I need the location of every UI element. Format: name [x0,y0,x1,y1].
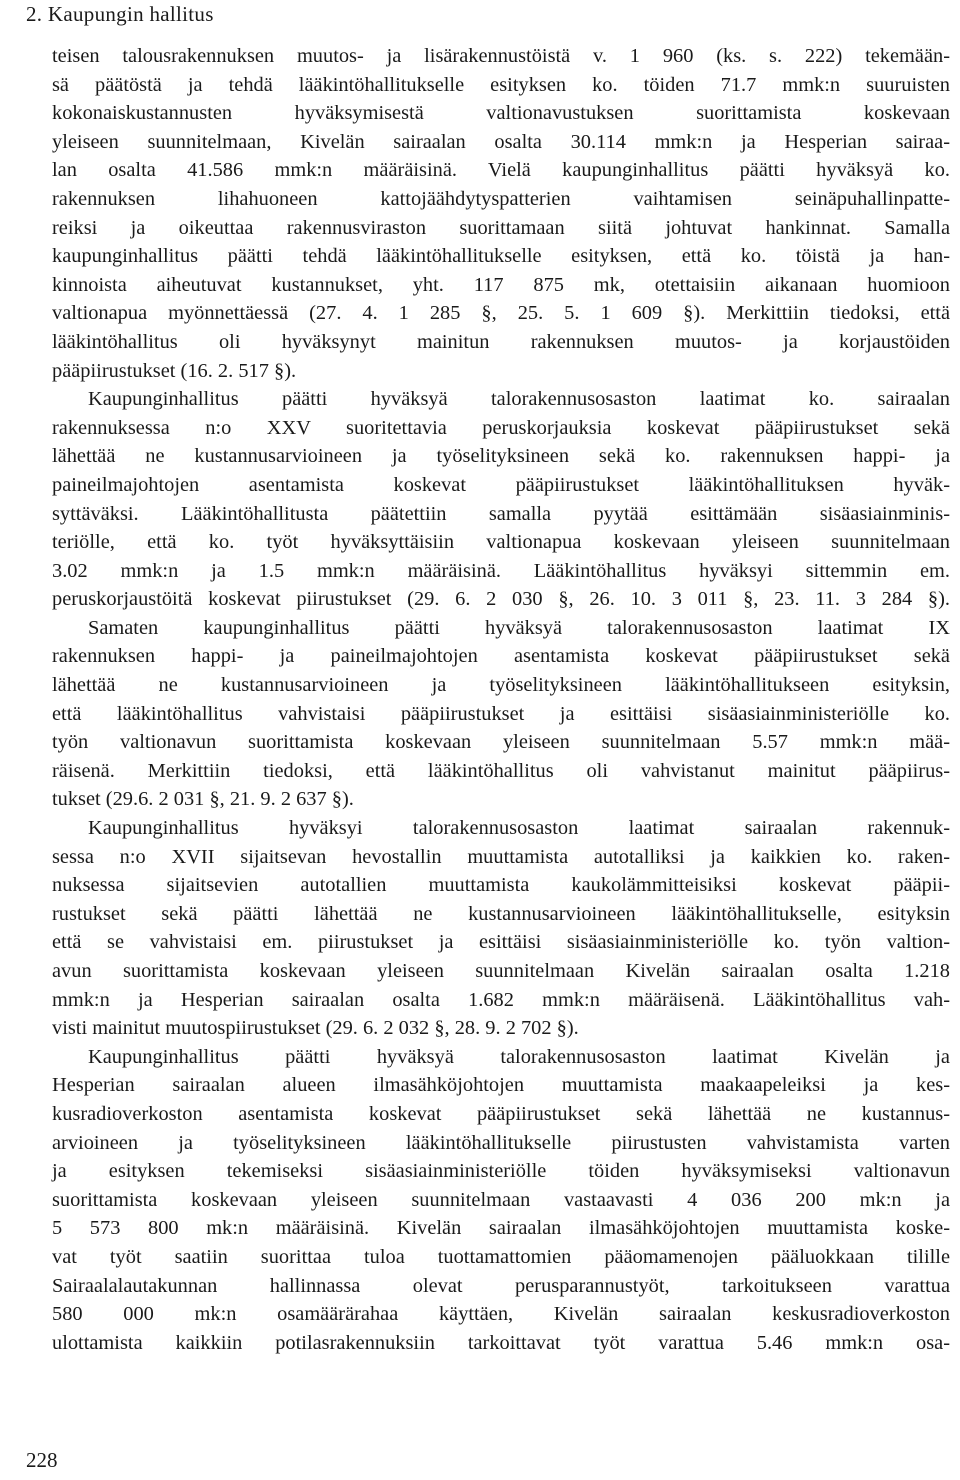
text-line: yleiseen suunnitelmaan, Kivelän sairaalan osalta 30.114 mmk:n ja Hesperian sairaa- [52,130,950,153]
text-line: lähettää ne kustannusarvioineen ja työselityksineen lääkintöhallitukseen esityksin, [52,674,950,697]
body-text [52,42,950,1357]
running-header: 2. Kaupungin hallitus [26,2,214,26]
page-number: 228 [26,1448,58,1472]
text-line: arvioineen ja työselityksineen lääkintöhallitukselle piirustusten vahvistamista varten [52,1131,950,1154]
text-line: 580 000 mk:n osamäärärahaa käyttäen, Kivelän sairaalan keskusradioverkoston [52,1303,950,1326]
text-line: ja esityksen tekemiseksi sisäasiainministeriölle töiden hyväksymiseksi valtionavun [52,1160,950,1183]
text-line: vat työt saatiin suorittaa tuloa tuottamattomien pääomamenojen pääluokkaan tilille [52,1245,950,1268]
text-line: kokonaiskustannusten hyväksymisestä valtionavustuksen suorittamista koskevaan [52,102,950,125]
text-line: lan osalta 41.586 mmk:n määräisinä. Vielä kaupunginhallitus päätti hyväksyä ko. [52,159,950,182]
text-line: teisen talousrakennuksen muutos- ja lisärakennustöistä v. 1 960 (ks. s. 222) tekemään- [52,45,950,67]
text-line: kusradioverkoston asentamista koskevat pääpiirustukset sekä lähettää ne kustannus- [52,1102,950,1125]
text-line: että se vahvistaisi em. piirustukset ja esittäisi sisäasiainministeriölle ko. työn valtion- [52,931,950,954]
text-line: syttäväksi. Lääkintöhallitusta päätettiin samalla pyytää esittämään sisäasiainminis- [52,502,950,525]
text-line: rakennuksen lihahuoneen kattojäähdytyspatterien vaihtamisen seinäpuhallinpatte- [52,187,950,210]
text-line: peruskorjaustöitä koskevat piirustukset (29. 6. 2 030 §, 26. 10. 3 011 §, 23. 11. 3 284 §). [52,588,950,611]
text-line: 3.02 mmk:n ja 1.5 mmk:n määräisinä. Lääkintöhallitus hyväksyi sittemmin em. [52,559,950,582]
text-line: nuksessa sijaitsevien autotallien muuttamista kaukolämmitteisiksi koskevat pääpii- [52,874,950,897]
text-line: sä päätöstä ja tehdä lääkintöhallitukselle esityksen ko. töiden 71.7 mmk:n suuruisten [52,73,950,96]
text-line: teriölle, että ko. työt hyväksyttäisiin valtionapua koskevaan yleiseen suunnitelmaan [52,531,950,554]
text-line: Sairaalalautakunnan hallinnassa olevat perusparannustyöt, tarkoitukseen varattua [52,1274,950,1297]
text-line: paineilmajohtojen asentamista koskevat pääpiirustukset lääkintöhallituksen hyväk- [52,473,950,496]
text-line: että lääkintöhallitus vahvistaisi pääpiirustukset ja esittäisi sisäasiainministeriölle ko. [52,702,950,725]
text-line: ulottamista kaikkiin potilasrakennuksiin tarkoittavat työt varattua 5.46 mmk:n osa- [52,1331,950,1354]
text-line: sessa n:o XVII sijaitsevan hevostallin muuttamista autotalliksi ja kaikkien ko. raken- [52,845,950,868]
text-line: visti mainitut muutospiirustukset (29. 6. 2 032 §, 28. 9. 2 702 §). [52,1017,579,1040]
text-line: valtionapua myönnettäessä (27. 4. 1 285 §, 25. 5. 1 609 §). Merkittiin tiedoksi, että [52,302,950,325]
text-line: rakennuksen happi- ja paineilmajohtojen asentamista koskevat pääpiirustukset sekä [52,645,950,668]
text-line: työn valtionavun suorittamista koskevaan yleiseen suunnitelmaan 5.57 mmk:n mää- [52,731,950,754]
text-line: kaupunginhallitus päätti tehdä lääkintöhallitukselle esityksen, että ko. töistä ja han- [52,245,950,268]
text-line: lähettää ne kustannusarvioineen ja työselityksineen sekä ko. rakennuksen happi- ja [52,445,950,468]
text-line: avun suorittamista koskevaan yleiseen suunnitelmaan Kivelän sairaalan osalta 1.218 [52,960,950,982]
text-line: Samaten kaupunginhallitus päätti hyväksyä talorakennusosaston laatimat IX [88,616,950,639]
text-line: räisenä. Merkittiin tiedoksi, että lääkintöhallitus oli vahvistanut mainitut pääpiirus- [52,759,950,782]
text-line: kinnoista aiheutuvat kustannukset, yht. 117 875 mk, otettaisiin aikanaan huomioon [52,273,950,296]
text-line: rustukset sekä päätti lähettää ne kustannusarvioineen lääkintöhallitukselle, esityksin [52,902,950,925]
text-line: reiksi ja oikeuttaa rakennusviraston suorittamaan siitä johtuvat hankinnat. Samalla [52,216,950,239]
text-line: pääpiirustukset (16. 2. 517 §). [52,359,297,382]
text-line: Kaupunginhallitus päätti hyväksyä talorakennusosaston laatimat Kivelän ja [88,1045,950,1068]
text-line: Kaupunginhallitus päätti hyväksyä talorakennusosaston laatimat ko. sairaalan [88,388,950,411]
text-line: rakennuksessa n:o XXV suoritettavia peruskorjauksia koskevat pääpiirustukset sekä [52,416,950,439]
text-line: Hesperian sairaalan alueen ilmasähköjohtojen muuttamista maakaapeleiksi ja kes- [52,1074,950,1097]
text-line: mmk:n ja Hesperian sairaalan osalta 1.682 mmk:n määräisenä. Lääkintöhallitus vah- [52,988,950,1011]
text-line: Kaupunginhallitus hyväksyi talorakennusosaston laatimat sairaalan rakennuk- [88,817,950,840]
text-line: tukset (29.6. 2 031 §, 21. 9. 2 637 §). [52,788,354,811]
text-line: suorittamista koskevaan yleiseen suunnitelmaan vastaavasti 4 036 200 mk:n ja [52,1188,950,1211]
text-line: lääkintöhallitus oli hyväksynyt mainitun rakennuksen muutos- ja korjaustöiden [52,330,950,353]
text-line: 5 573 800 mk:n määräisinä. Kivelän sairaalan ilmasähköjohtojen muuttamista koske- [52,1217,950,1240]
